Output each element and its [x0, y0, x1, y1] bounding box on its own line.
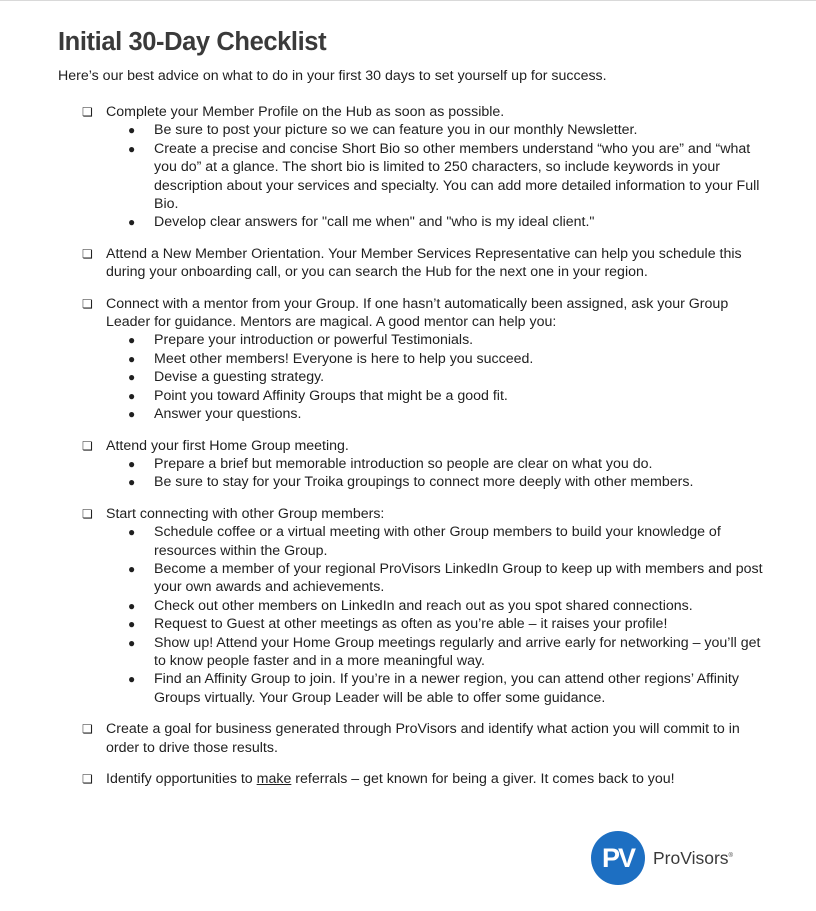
- bullet-item: [106, 140, 768, 214]
- checklist-item: [58, 720, 768, 757]
- checklist-item: [58, 505, 768, 707]
- intro-text: Here’s our best advice on what to do in your first 30 days to set yourself up for success.: [58, 68, 607, 84]
- checklist-item-text: Connect with a mentor from your Group. If one hasn’t automatically been assigned, ask your Group Leader for guidance. Mentors are magical. A good mentor can help you:: [106, 295, 729, 331]
- page-title: Initial 30-Day Checklist: [58, 28, 327, 56]
- checkbox-icon: ❏: [82, 105, 93, 119]
- bullet-list: [106, 523, 768, 707]
- bullet-item: [106, 331, 768, 349]
- checkbox-icon: ❏: [82, 246, 93, 261]
- checkbox-icon: ❏: [82, 506, 93, 521]
- bullet-item: [106, 213, 768, 231]
- checklist-item-text: Attend a New Member Orientation. Your Member Services Representative can help you schedule this during your onboarding call, or you can search the Hub for the next one in your region.: [106, 245, 742, 281]
- bullet-text: Answer your questions.: [154, 406, 302, 423]
- bullet-item: [106, 560, 768, 597]
- bullet-text: Meet other members! Everyone is here to help you succeed.: [154, 350, 534, 367]
- checklist-item: [58, 437, 768, 492]
- bullet-icon: ●: [128, 635, 136, 650]
- checklist-item: [58, 770, 768, 788]
- bullet-item: [106, 350, 768, 368]
- bullet-text: Show up! Attend your Home Group meetings regularly and arrive early for networking – you’ll get to know people faster and in a more meaningful way.: [154, 634, 761, 669]
- bullet-icon: ●: [128, 388, 136, 403]
- bullet-text: Find an Affinity Group to join. If you’re in a newer region, you can attend other regions’ Affinity Groups virtually. Your Group Leader will be able to offer some guidance.: [154, 671, 739, 706]
- checklist-item: [58, 103, 768, 232]
- bullet-text: Be sure to stay for your Troika groupings to connect more deeply with other members.: [154, 474, 694, 491]
- checklist-item-text: Create a goal for business generated through ProVisors and identify what action you will commit to in order to drive those results.: [106, 721, 740, 756]
- bullet-list: [106, 331, 768, 423]
- bullet-icon: ●: [128, 370, 136, 385]
- provisors-logo: [591, 830, 751, 886]
- bullet-icon: ●: [128, 617, 136, 632]
- text-segment: referrals – get known for being a giver. It comes back to you!: [291, 771, 675, 787]
- checkbox-icon: ❏: [82, 722, 93, 737]
- document-page: [58, 25, 768, 801]
- bullet-item: [106, 121, 768, 139]
- checkbox-icon: ❏: [82, 438, 93, 453]
- logo-name: [653, 848, 733, 869]
- bullet-icon: ●: [128, 598, 136, 613]
- bullet-icon: ●: [128, 525, 136, 540]
- bullet-text: Request to Guest at other meetings as often as you’re able – it raises your profile!: [154, 616, 668, 633]
- text-segment: Identify opportunities to: [106, 771, 257, 787]
- bullet-text: Schedule coffee or a virtual meeting with other Group members to build your knowledge of resources within the Group.: [154, 524, 721, 559]
- bullet-icon: ●: [128, 333, 136, 348]
- checklist-item-text: [106, 771, 675, 787]
- bullet-text: Check out other members on LinkedIn and reach out as you spot shared connections.: [154, 597, 693, 614]
- checklist-item: [58, 245, 768, 282]
- checklist-item: [58, 295, 768, 424]
- checklist-item-text: Attend your first Home Group meeting.: [106, 437, 349, 454]
- bullet-item: [106, 634, 768, 671]
- bullet-text: Develop clear answers for "call me when" and "who is my ideal client.": [154, 214, 595, 231]
- bullet-icon: ●: [128, 141, 136, 156]
- checkbox-icon: ❏: [82, 296, 93, 311]
- bullet-item: [106, 368, 768, 386]
- bullet-item: [106, 615, 768, 633]
- underlined-word: make: [256, 771, 292, 787]
- logo-trademark: ®: [728, 852, 733, 859]
- bullet-icon: ●: [128, 561, 136, 576]
- bullet-item: [106, 670, 768, 707]
- bullet-text: Point you toward Affinity Groups that might be a good fit.: [154, 387, 508, 404]
- bullet-icon: ●: [128, 672, 136, 687]
- bullet-item: [106, 405, 768, 423]
- bullet-text: Be sure to post your picture so we can feature you in our monthly Newsletter.: [154, 122, 638, 139]
- bullet-list: [106, 455, 768, 492]
- checkbox-icon: ❏: [82, 772, 93, 786]
- bullet-icon: ●: [128, 351, 136, 366]
- bullet-item: [106, 597, 768, 615]
- checklist: [58, 103, 768, 788]
- bullet-list: [106, 121, 768, 231]
- bullet-icon: ●: [128, 407, 136, 422]
- logo-mark-icon: PV: [591, 831, 645, 885]
- bullet-icon: ●: [128, 456, 136, 471]
- bullet-item: [106, 387, 768, 405]
- bullet-text: Create a precise and concise Short Bio so other members understand “who you are” and “what you do” at a glance. The short bio is limited to 250 characters, so include keywords in your description about your services and specialty. You can add more detailed information to your Full Bio.: [154, 140, 760, 213]
- bullet-text: Devise a guesting strategy.: [154, 369, 325, 386]
- bullet-item: [106, 455, 768, 473]
- bullet-item: [106, 473, 768, 491]
- checklist-item-text: Complete your Member Profile on the Hub as soon as possible.: [106, 104, 505, 120]
- bullet-text: Prepare a brief but memorable introduction so people are clear on what you do.: [154, 455, 653, 472]
- bullet-text: Prepare your introduction or powerful Testimonials.: [154, 332, 474, 349]
- bullet-text: Become a member of your regional ProVisors LinkedIn Group to keep up with members and post your own awards and achievements.: [154, 560, 763, 596]
- bullet-icon: ●: [128, 123, 136, 138]
- bullet-icon: ●: [128, 475, 136, 490]
- bullet-icon: ●: [128, 215, 136, 230]
- logo-name-text: ProVisors: [653, 847, 729, 868]
- bullet-item: [106, 523, 768, 560]
- checklist-item-text: Start connecting with other Group members:: [106, 505, 385, 522]
